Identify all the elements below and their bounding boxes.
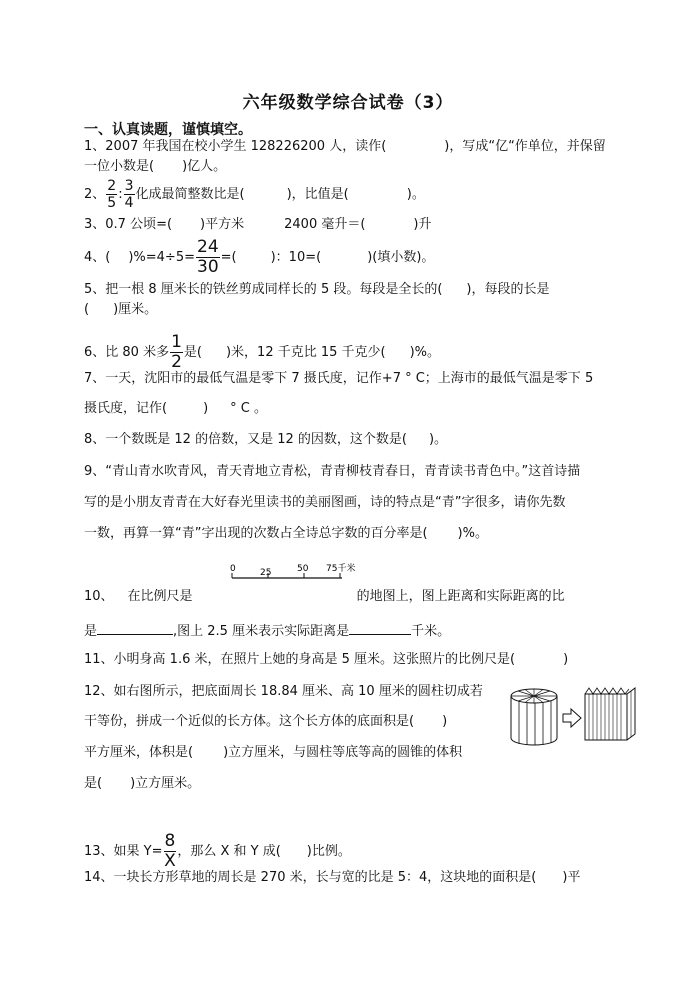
q2-fraction-1 (106, 178, 117, 211)
question-1-line-2 (84, 158, 226, 176)
q2-text-a: 化成最简整数比是( (135, 187, 245, 202)
q11-text-b: ) (563, 652, 569, 667)
question-5-line-2 (84, 301, 157, 319)
q4-text-a: 4、( (84, 250, 111, 265)
q3-text-a: 3、0.7 公顷=( (84, 217, 173, 232)
q7-text-a: 7、一天，沈阳市的最低气温是零下 7 摄氏度，记作+7 ° C；上海市的最低气温是零下 5 (84, 371, 594, 386)
q7-text-b: 摄氏度，记作( (84, 401, 168, 416)
question-10-line-1 (84, 588, 565, 606)
q4-text-c: =( (220, 250, 237, 265)
scale-label-25: 25 (260, 568, 272, 578)
map-scale-bar (224, 560, 364, 588)
q13-text-a: 13、如果 Y= (84, 844, 163, 859)
q14-text-a: 14、一块长方形草地的周长是 270 米，长与宽的比是 5：4，这块地的面积是( (84, 870, 537, 885)
q2-text-b: )，比值是( (286, 187, 349, 202)
q2-fraction-2 (124, 178, 135, 211)
q10-blank-2[interactable] (349, 620, 411, 635)
question-12-line-2 (84, 713, 447, 731)
q3-text-b: )平方米 (200, 217, 245, 232)
question-4 (84, 238, 434, 277)
q9-text-d: )%。 (457, 526, 488, 541)
q14-text-b: )平 (562, 870, 581, 885)
q3-text-c: 2400 毫升＝( (284, 217, 366, 232)
q4-fraction-denominator: 30 (197, 257, 219, 277)
q3-text-d: )升 (413, 217, 432, 232)
q6-text-c: )米，12 千克比 15 千克少( (225, 345, 386, 360)
question-12-line-1 (84, 683, 483, 701)
question-7-line-1 (84, 370, 593, 388)
question-10-line-2 (84, 620, 450, 641)
q1-text-d: )亿人。 (182, 159, 227, 174)
scale-label-50: 50 (297, 564, 309, 574)
q5-text-c: ( (84, 302, 90, 317)
q10-text-e: ,图上 2.5 厘米表示实际距离是 (173, 624, 350, 639)
question-11 (84, 651, 568, 669)
cuboid-shape (585, 688, 635, 740)
section-heading: 一、认真读题，谨慎填空。 (84, 122, 252, 138)
question-13 (84, 832, 351, 871)
q2-fraction-2-numerator: 3 (124, 178, 134, 194)
q12-text-c: ) (442, 714, 448, 729)
question-9-line-2 (84, 494, 565, 512)
q10-number: 10、 (84, 589, 114, 604)
q10-blank-1[interactable] (97, 620, 173, 635)
q13-fraction-denominator: X (164, 851, 176, 871)
question-7-line-2 (84, 400, 267, 418)
q13-text-c: )比例。 (306, 844, 351, 859)
q11-text-a: 11、小明身高 1.6 米，在照片上她的身高是 5 厘米。这张照片的比例尺是( (84, 652, 516, 667)
question-9-line-3 (84, 525, 488, 543)
q9-text-c: 一数，再算一算“青”字出现的次数占全诗总字数的百分率是( (84, 526, 428, 541)
q10-text-d: 是 (84, 624, 98, 639)
q5-text-d: )厘米。 (113, 302, 158, 317)
question-6 (84, 333, 440, 372)
question-9-line-1 (84, 463, 580, 481)
q10-text-f: 千米。 (411, 624, 451, 639)
q2-number: 2、 (84, 187, 106, 202)
q2-fraction-1-denominator: 5 (107, 195, 117, 211)
q4-text-b: )%=4÷5= (128, 250, 195, 265)
q1-text-a: 1、2007 年我国在校小学生 128226200 人，读作( (84, 139, 387, 154)
question-8 (84, 431, 447, 449)
q6-text-d: )%。 (409, 345, 441, 360)
cylinder-shape (511, 689, 557, 745)
q9-text-b: 写的是小朋友青青在大好春光里读书的美丽图画，诗的特点是“青”字很多，请你先数 (84, 495, 566, 510)
q2-text-c: )。 (406, 187, 425, 202)
q7-text-c: ) (203, 401, 209, 416)
question-12-line-3 (84, 744, 462, 762)
q5-text-b: )，每段的长是 (466, 282, 550, 297)
q10-text-c: 的地图上，图上距离和实际距离的比 (356, 589, 565, 604)
scale-label-75: 75千米 (326, 564, 356, 574)
q12-text-e: )立方厘米，与圆柱等底等高的圆锥的体积 (223, 745, 463, 760)
question-12-line-4 (84, 775, 200, 793)
q6-text-a: 6、比 80 米多 (84, 345, 170, 360)
q6-fraction (170, 333, 183, 372)
q4-text-e: )(填小数)。 (367, 250, 435, 265)
q4-text-d: )：10=( (270, 250, 322, 265)
q9-text-a: 9、“青山青水吹青风，青天青地立青松，青青柳枝青春日，青青读书青色中。”这首诗描 (84, 464, 581, 479)
cylinder-to-cuboid-figure (505, 682, 645, 750)
q13-fraction-numerator: 8 (164, 831, 176, 851)
question-14 (84, 869, 580, 887)
q13-fraction (164, 832, 177, 871)
question-1-line-1 (84, 138, 606, 156)
q1-text-b: )，写成“亿“作单位，并保留 (444, 139, 606, 154)
scale-label-0: 0 (230, 564, 236, 574)
q7-text-d: ° C 。 (230, 401, 267, 416)
q12-text-d: 平方厘米，体积是( (84, 745, 194, 760)
question-5-line-1 (84, 281, 550, 299)
q6-text-b: 是( (183, 345, 202, 360)
q12-text-b: 干等份，拼成一个近似的长方体。这个长方体的底面积是( (84, 714, 415, 729)
q12-text-a: 12、如右图所示，把底面周长 18.84 厘米、高 10 厘米的圆柱切成若 (84, 684, 483, 699)
q2-fraction-1-numerator: 2 (107, 178, 117, 194)
question-2 (84, 178, 425, 211)
q2-separator: : (118, 187, 123, 202)
q1-text-c: 一位小数是( (84, 159, 155, 174)
q4-fraction (196, 238, 220, 277)
q4-fraction-numerator: 24 (197, 237, 219, 257)
q2-fraction-2-denominator: 4 (124, 195, 134, 211)
right-arrow-icon (563, 709, 581, 727)
q5-text-a: 5、把一根 8 厘米长的铁丝剪成同样长的 5 段。每段是全长的( (84, 282, 443, 297)
q12-text-f: 是( (84, 776, 103, 791)
q13-text-b: ，那么 X 和 Y 成( (177, 844, 281, 859)
q12-text-g: )立方厘米。 (130, 776, 201, 791)
q8-text-a: 8、一个数既是 12 的倍数，又是 12 的因数，这个数是( (84, 432, 407, 447)
q6-fraction-numerator: 1 (171, 332, 182, 352)
q10-text-b: 在比例尺是 (127, 589, 193, 604)
exam-title: 六年级数学综合试卷（3） (242, 93, 454, 113)
q8-text-b: )。 (428, 432, 448, 447)
question-3 (84, 216, 432, 234)
q6-fraction-denominator: 2 (171, 352, 182, 372)
